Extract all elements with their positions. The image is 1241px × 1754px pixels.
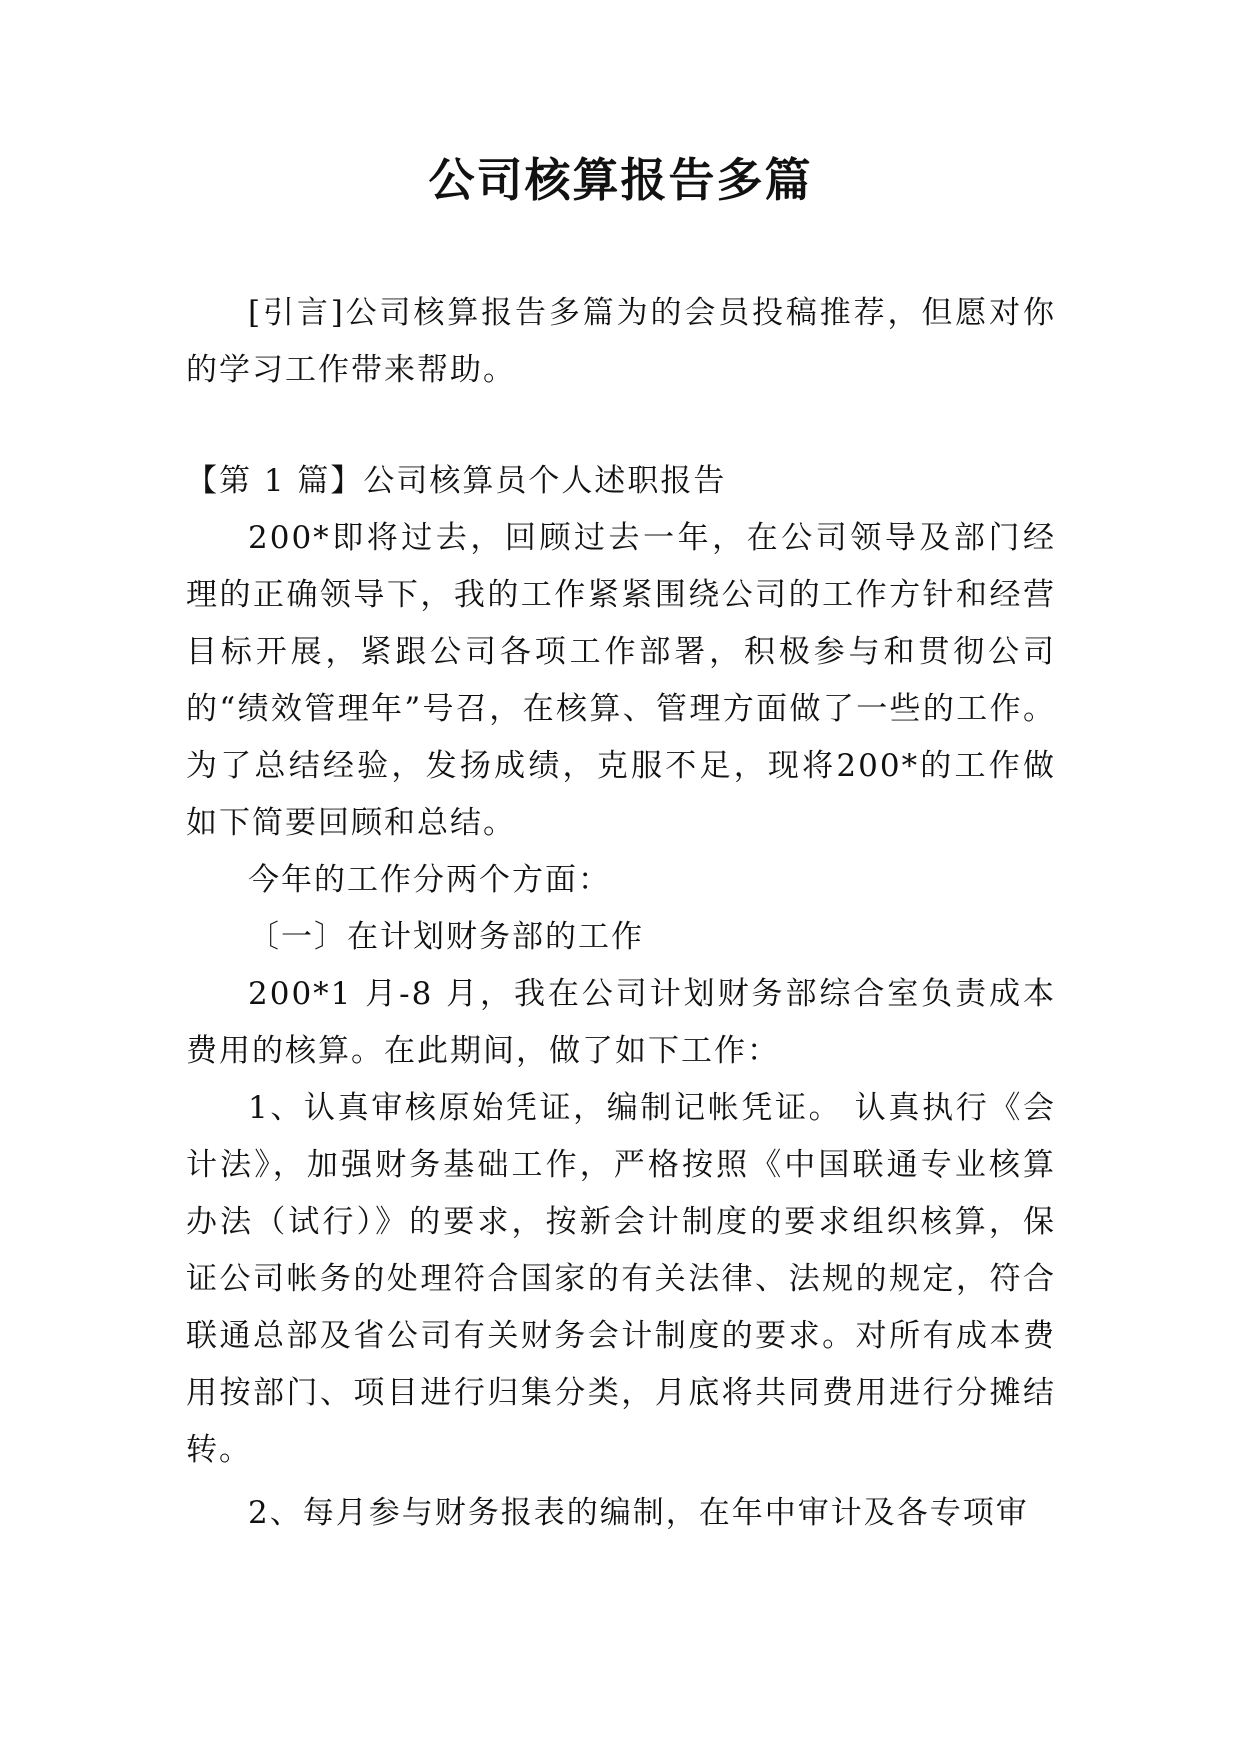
body-paragraph-4: 1、认真审核原始凭证，编制记帐凭证。 认真执行《会计法》，加强财务基础工作，严格按照《中国联通专业核算办法（试行）》的要求，按新会计制度的要求组织核算，保证公司帐务的处理符合国家的有关法律、法规的规定，符合联通总部及省公司有关财务会计制度的要求。对所有成本费用按部门、项目进行归集分类，月底将共同费用进行分摊结转。	[186, 1090, 1056, 1468]
body-paragraph-2: 今年的工作分两个方面：	[248, 862, 611, 898]
body-paragraph-5: 2、每月参与财务报表的编制，在年中审计及各专项审	[248, 1495, 1029, 1531]
body-paragraph-1: 200*即将过去，回顾过去一年，在公司领导及部门经理的正确领导下，我的工作紧紧围绕公司的工作方针和经营目标开展，紧跟公司各项工作部署，积极参与和贯彻公司的“绩效管理年”号召，在核算、管理方面做了一些的工作。为了总结经验，发扬成绩，克服不足，现将200*的工作做如下简要回顾和总结。	[186, 520, 1056, 841]
subsection-heading: 〔一〕在计划财务部的工作	[248, 919, 644, 955]
body-paragraph-3: 200*1 月-8 月，我在公司计划财务部综合室负责成本费用的核算。在此期间，做了如下工作：	[186, 976, 1056, 1069]
section-heading: 【第 1 篇】公司核算员个人述职报告	[186, 463, 727, 499]
intro-paragraph: [引言]公司核算报告多篇为的会员投稿推荐，但愿对你的学习工作带来帮助。	[186, 295, 1056, 388]
document-title: 公司核算报告多篇	[428, 153, 813, 207]
document-body	[186, 285, 1056, 1542]
